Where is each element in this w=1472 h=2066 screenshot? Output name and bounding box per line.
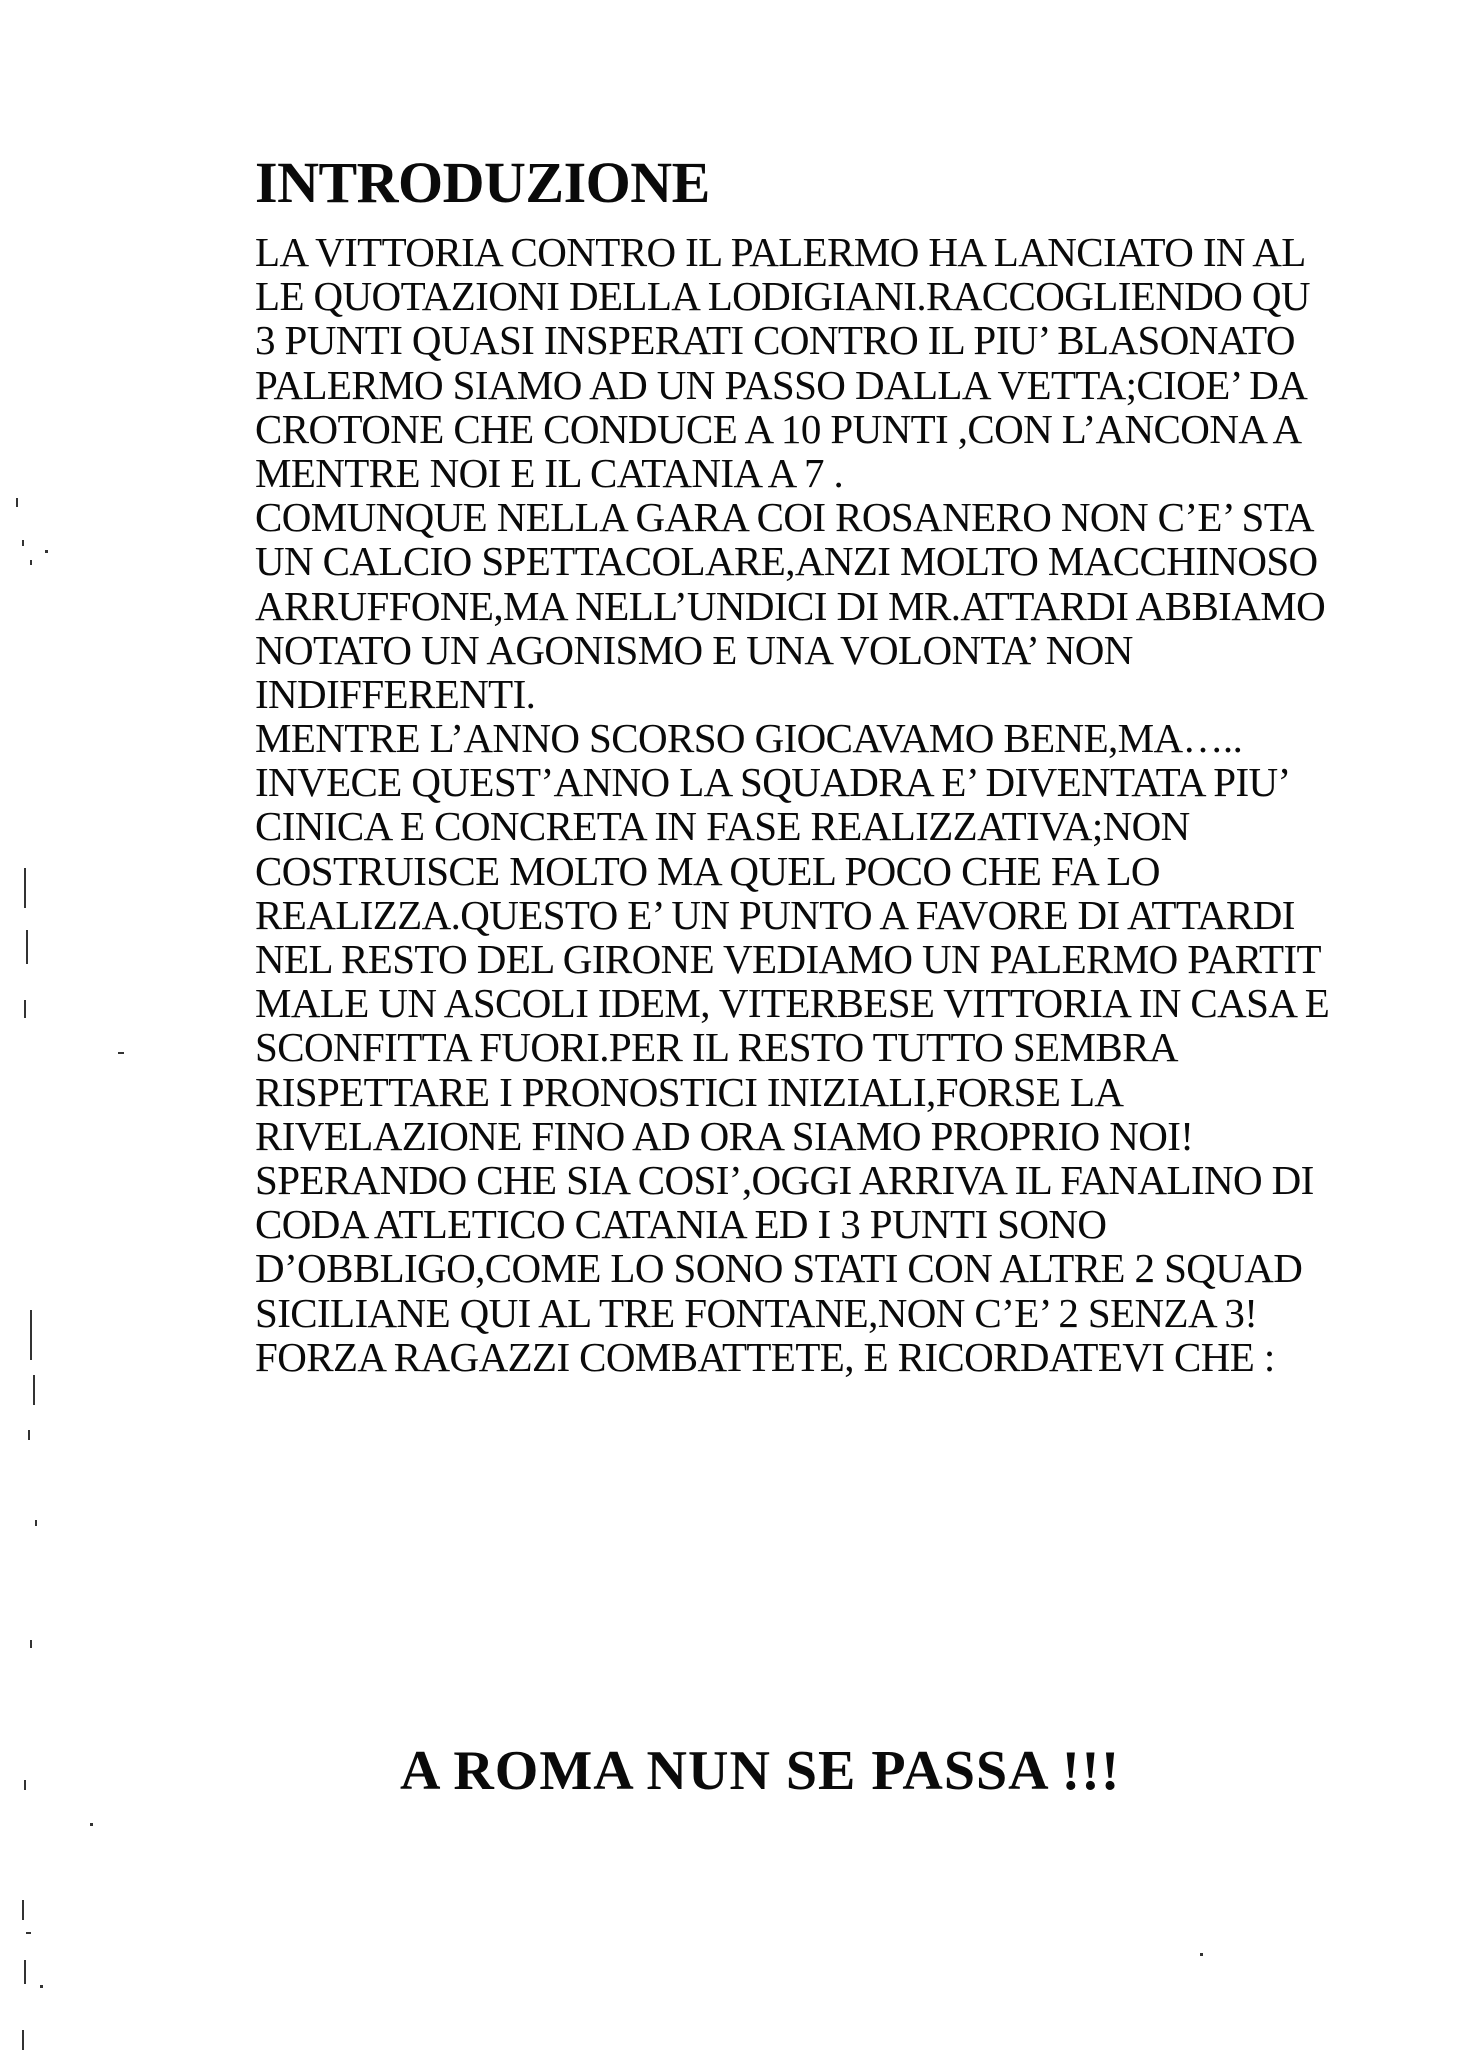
text-line: PALERMO SIAMO AD UN PASSO DALLA VETTA;CIOE’ DA xyxy=(255,361,1308,408)
text-line: ARRUFFONE,MA NELL’UNDICI DI MR.ATTARDI ABBIAMO xyxy=(255,582,1326,629)
scan-speck xyxy=(26,1932,31,1934)
scan-speck xyxy=(22,2030,24,2050)
text-line: MENTRE L’ANNO SCORSO GIOCAVAMO BENE,MA….. xyxy=(255,715,1243,762)
text-line: COMUNQUE NELLA GARA COI ROSANERO NON C’E’ STA xyxy=(255,494,1314,541)
text-line: LE QUOTAZIONI DELLA LODIGIANI.RACCOGLIENDO QU xyxy=(255,273,1310,320)
scan-speck xyxy=(22,1900,24,1920)
scan-speck xyxy=(30,560,32,565)
text-line: SICILIANE QUI AL TRE FONTANE,NON C’E’ 2 SENZA 3! xyxy=(255,1289,1258,1336)
text-line: D’OBBLIGO,COME LO SONO STATI CON ALTRE 2 SQUAD xyxy=(255,1245,1303,1292)
text-line: NEL RESTO DEL GIRONE VEDIAMO UN PALERMO PARTIT xyxy=(255,936,1321,982)
scan-speck xyxy=(1200,1953,1203,1956)
text-line: MALE UN ASCOLI IDEM, VITERBESE VITTORIA IN CASA E xyxy=(255,980,1330,1027)
scan-speck xyxy=(22,540,24,546)
text-line: SCONFITTA FUORI.PER IL RESTO TUTTO SEMBRA xyxy=(255,1024,1178,1071)
text-line: NOTATO UN AGONISMO E UNA VOLONTA’ NON xyxy=(255,626,1133,673)
scan-speck xyxy=(90,1823,93,1826)
text-line: UN CALCIO SPETTACOLARE,ANZI MOLTO MACCHINOSO xyxy=(255,538,1318,585)
text-line: FORZA RAGAZZI COMBATTETE, E RICORDATEVI CHE : xyxy=(255,1333,1275,1380)
text-line: CROTONE CHE CONDUCE A 10 PUNTI ,CON L’ANCONA A xyxy=(255,405,1302,452)
text-line: 3 PUNTI QUASI INSPERATI CONTRO IL PIU’ BLASONATO xyxy=(255,317,1295,364)
text-line: SPERANDO CHE SIA COSI’,OGGI ARRIVA IL FANALINO DI xyxy=(255,1156,1314,1203)
text-line: CODA ATLETICO CATANIA ED I 3 PUNTI SONO xyxy=(255,1201,1107,1248)
scan-speck xyxy=(28,1430,30,1440)
text-line: LA VITTORIA CONTRO IL PALERMO HA LANCIATO IN AL xyxy=(255,229,1306,275)
scan-speck xyxy=(33,1375,35,1405)
text-line: CINICA E CONCRETA IN FASE REALIZZATIVA;NON xyxy=(255,803,1190,850)
scan-speck xyxy=(24,868,26,908)
scan-speck xyxy=(16,498,18,507)
text-line: COSTRUISCE MOLTO MA QUEL POCO CHE FA LO xyxy=(255,847,1160,894)
text-line: INDIFFERENTI. xyxy=(255,670,536,717)
scan-speck xyxy=(24,1000,26,1018)
text-line: INVECE QUEST’ANNO LA SQUADRA E’ DIVENTATA PIU’ xyxy=(255,759,1291,806)
scan-speck xyxy=(45,550,48,553)
scan-speck xyxy=(30,1310,32,1360)
text-line: RIVELAZIONE FINO AD ORA SIAMO PROPRIO NOI! xyxy=(255,1112,1194,1159)
body-text xyxy=(255,230,1472,1379)
text-line: REALIZZA.QUESTO E’ UN PUNTO A FAVORE DI ATTARDI xyxy=(255,891,1295,938)
scan-speck xyxy=(24,1780,26,1790)
scan-speck xyxy=(26,930,28,964)
scan-speck xyxy=(35,1520,37,1526)
text-line: MENTRE NOI E IL CATANIA A 7 . xyxy=(255,449,844,496)
document-title: INTRODUZIONE xyxy=(255,150,710,215)
scan-speck xyxy=(30,1640,32,1648)
closing-slogan: A ROMA NUN SE PASSA !!! xyxy=(400,1740,1121,1802)
scan-speck xyxy=(40,1985,43,1988)
scan-speck xyxy=(24,1960,26,1984)
text-line: RISPETTARE I PRONOSTICI INIZIALI,FORSE LA xyxy=(255,1068,1124,1115)
scan-speck xyxy=(118,1052,124,1054)
